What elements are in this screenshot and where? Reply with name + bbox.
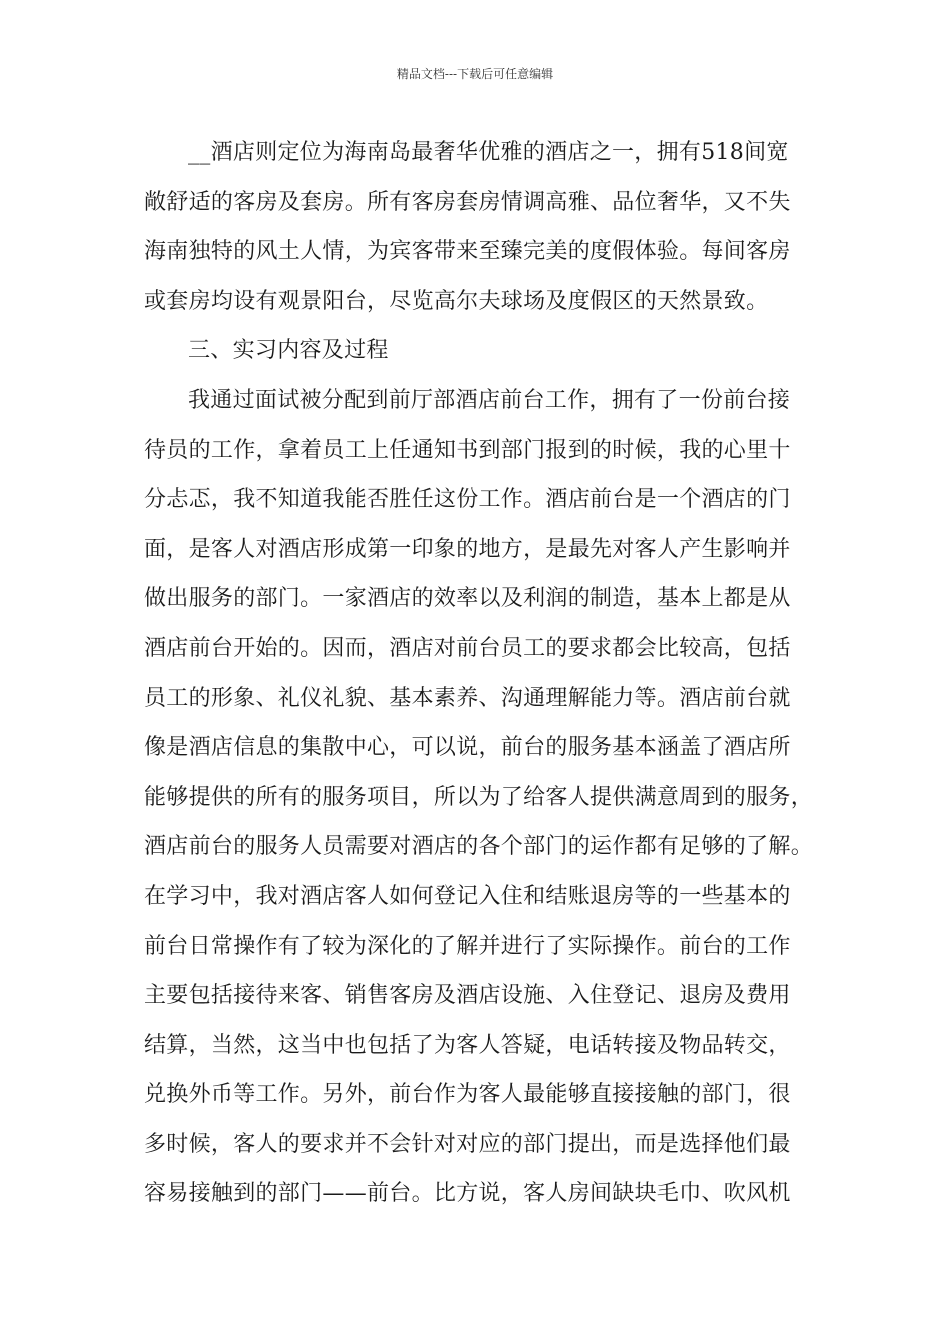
paragraph-line: 主要包括接待来客、销售客房及酒店设施、入住登记、退房及费用 bbox=[144, 983, 791, 1009]
paragraph-line: 我通过面试被分配到前厅部酒店前台工作，拥有了一份前台接 bbox=[188, 387, 791, 413]
document-body bbox=[144, 128, 820, 1219]
paragraph-line: 酒店前台的服务人员需要对酒店的各个部门的运作都有足够的了解。 bbox=[144, 834, 814, 860]
paragraph-line: 员工的形象、礼仪礼貌、基本素养、沟通理解能力等。酒店前台就 bbox=[144, 685, 791, 711]
paragraph-line: 酒店前台开始的。因而，酒店对前台员工的要求都会比较高，包括 bbox=[144, 635, 791, 661]
paragraph-line: 前台日常操作有了较为深化的了解并进行了实际操作。前台的工作 bbox=[144, 933, 791, 959]
paragraph-line: 在学习中，我对酒店客人如何登记入住和结账退房等的一些基本的 bbox=[144, 883, 791, 909]
page-header: 精品文档---下载后可任意编辑 bbox=[396, 67, 554, 81]
paragraph-line: __酒店则定位为海南岛最奢华优雅的酒店之一，拥有518间宽 bbox=[188, 140, 789, 165]
paragraph-line: 兑换外币等工作。另外，前台作为客人最能够直接接触的部门，很 bbox=[144, 1082, 791, 1108]
paragraph-line: 能够提供的所有的服务项目，所以为了给客人提供满意周到的服务， bbox=[144, 784, 814, 810]
paragraph-line: 或套房均设有观景阳台，尽览高尔夫球场及度假区的天然景致。 bbox=[144, 288, 769, 314]
paragraph-line: 容易接触到的部门——前台。比方说，客人房间缺块毛巾、吹风机 bbox=[144, 1181, 791, 1207]
paragraph-line: 像是酒店信息的集散中心，可以说，前台的服务基本涵盖了酒店所 bbox=[144, 735, 791, 761]
paragraph-line: 结算，当然，这当中也包括了为客人答疑，电话转接及物品转交， bbox=[144, 1032, 791, 1058]
paragraph-line: 多时候，客人的要求并不会针对对应的部门提出，而是选择他们最 bbox=[144, 1131, 791, 1157]
paragraph-line: 面，是客人对酒店形成第一印象的地方，是最先对客人产生影响并 bbox=[144, 536, 791, 562]
paragraph-line: 待员的工作，拿着员工上任通知书到部门报到的时候，我的心里十 bbox=[144, 437, 791, 463]
paragraph-line: 分忐忑，我不知道我能否胜任这份工作。酒店前台是一个酒店的门 bbox=[144, 487, 791, 513]
paragraph-line: 海南独特的风土人情，为宾客带来至臻完美的度假体验。每间客房 bbox=[144, 239, 791, 265]
paragraph-line: 做出服务的部门。一家酒店的效率以及利润的制造，基本上都是从 bbox=[144, 586, 791, 612]
section-heading: 三、实习内容及过程 bbox=[188, 338, 389, 364]
paragraph-line: 敞舒适的客房及套房。所有客房套房情调高雅、品位奢华，又不失 bbox=[144, 189, 791, 215]
